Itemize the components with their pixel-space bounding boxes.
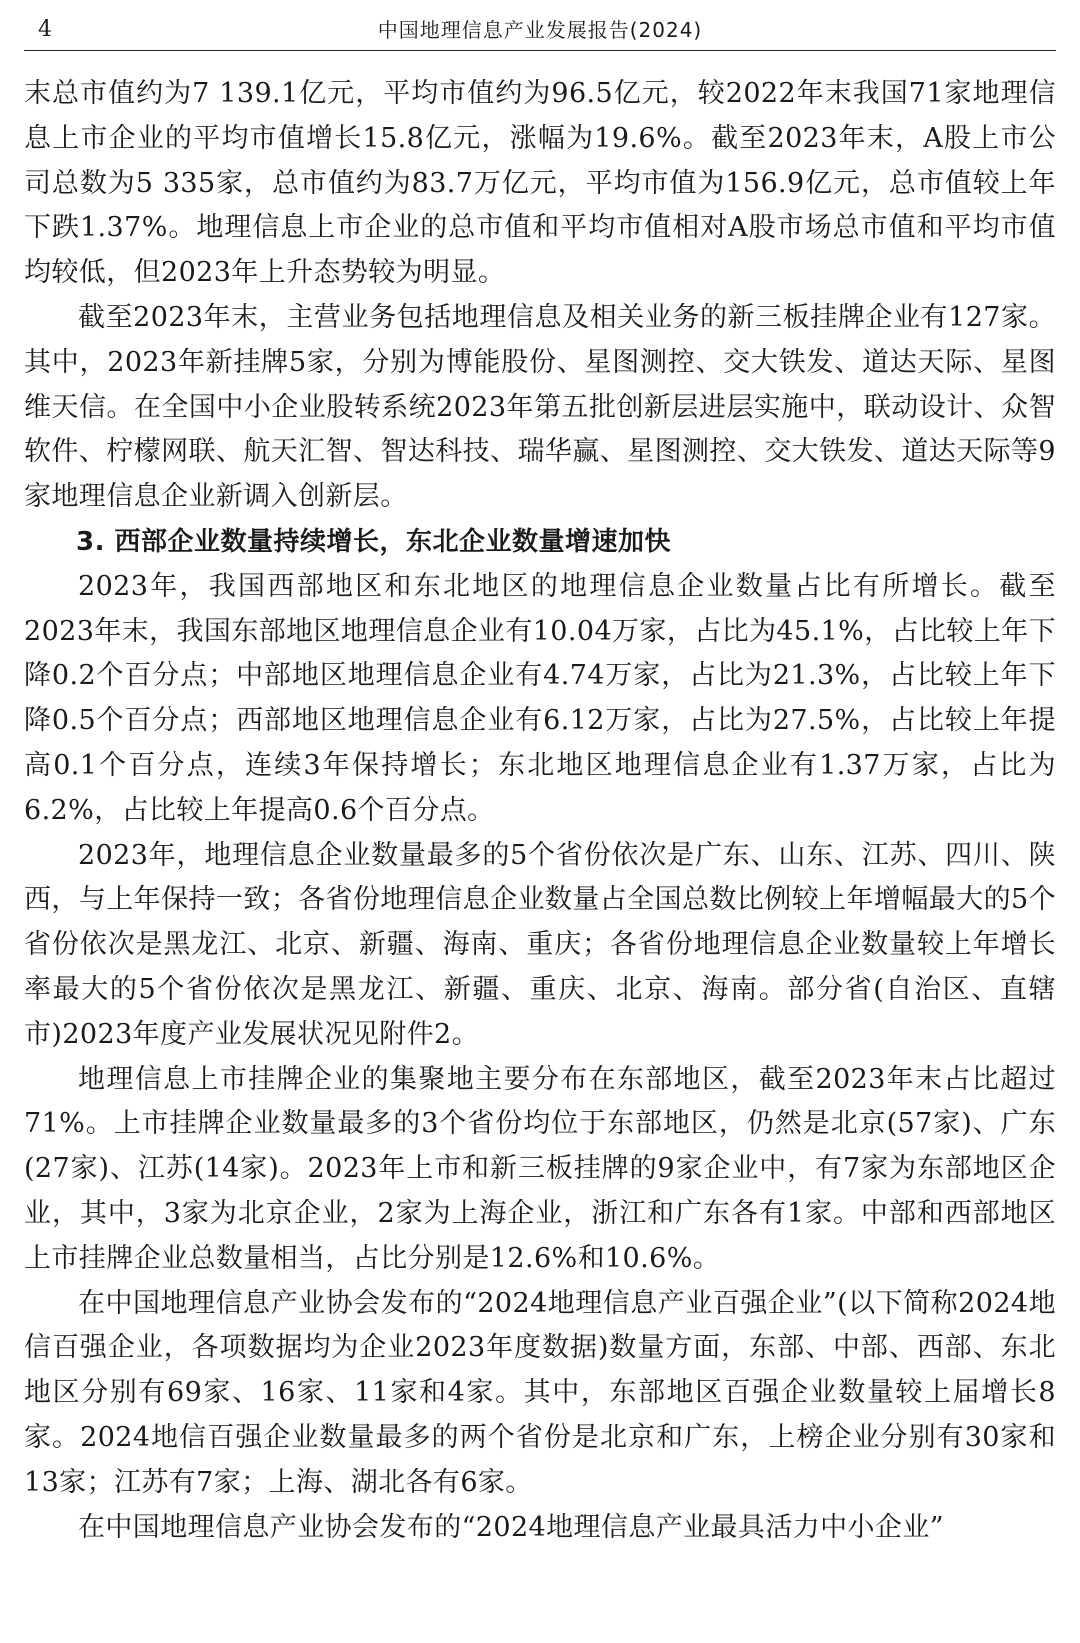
paragraph-vibrant-smes: 在中国地理信息产业协会发布的“2024地理信息产业最具活力中小企业”	[78, 1511, 944, 1543]
paragraph-market-value: 末总市值约为7 139.1亿元，平均市值约为96.5亿元，较2022年末我国71家地理信息上市企业的平均市值增长15.8亿元，涨幅为19.6%。截至2023年末，A股上市公司总数为5 335家，总市值约为83.7万亿元，平均市值为156.9亿元，总市值较上年下跌1.37%。地理信息上市企业的总市值和平均市值相对A股市场总市值和平均市值均较低，但2023年上升态势较为明显。	[24, 78, 1056, 289]
page-header	[24, 14, 1056, 51]
paragraph-top100-enterprises: 在中国地理信息产业协会发布的“2024地理信息产业百强企业”(以下简称2024地信百强企业，各项数据均为企业2023年度数据)数量方面，东部、中部、西部、东北地区分别有69家、16家、11家和4家。其中，东部地区百强企业数量较上届增长8家。2024地信百强企业数量最多的两个省份是北京和广东，上榜企业分别有30家和13家；江苏有7家；上海、湖北各有6家。	[24, 1287, 1056, 1498]
body-text	[24, 72, 1056, 1550]
section-heading-3: 3. 西部企业数量持续增长，东北企业数量增速加快	[76, 526, 672, 557]
paragraph-neeq-listings: 截至2023年末，主营业务包括地理信息及相关业务的新三板挂牌企业有127家。其中，2023年新挂牌5家，分别为博能股份、星图测控、交大铁发、道达天际、星图维天信。在全国中小企业股转系统2023年第五批创新层进层实施中，联动设计、众智软件、柠檬网联、航天汇智、智达科技、瑞华赢、星图测控、交大铁发、道达天际等9家地理信息企业新调入创新层。	[24, 301, 1056, 513]
paragraph-regional-share: 2023年，我国西部地区和东北地区的地理信息企业数量占比有所增长。截至2023年末，我国东部地区地理信息企业有10.04万家，占比为45.1%，占比较上年下降0.2个百分点；中部地区地理信息企业有4.74万家，占比为21.3%，占比较上年下降0.5个百分点；西部地区地理信息企业有6.12万家，占比为27.5%，占比较上年提高0.1个百分点，连续3年保持增长；东北地区地理信息企业有1.37万家，占比为6.2%，占比较上年提高0.6个百分点。	[24, 570, 1056, 826]
paragraph-listed-clusters: 地理信息上市挂牌企业的集聚地主要分布在东部地区，截至2023年末占比超过71%。上市挂牌企业数量最多的3个省份均位于东部地区，仍然是北京(57家)、广东(27家)、江苏(14家)。2023年上市和新三板挂牌的9家企业中，有7家为东部地区企业，其中，3家为北京企业，2家为上海企业，浙江和广东各有1家。中部和西部地区上市挂牌企业总数量相当，占比分别是12.6%和10.6%。	[24, 1063, 1056, 1274]
running-title: 中国地理信息产业发展报告(2024)	[377, 18, 703, 42]
page-number: 4	[38, 17, 52, 42]
paragraph-province-ranking: 2023年，地理信息企业数量最多的5个省份依次是广东、山东、江苏、四川、陕西，与上年保持一致；各省份地理信息企业数量占全国总数比例较上年增幅最大的5个省份依次是黑龙江、北京、新疆、海南、重庆；各省份地理信息企业数量较上年增长率最大的5个省份依次是黑龙江、新疆、重庆、北京、海南。部分省(自治区、直辖市)2023年度产业发展状况见附件2。	[24, 839, 1056, 1050]
